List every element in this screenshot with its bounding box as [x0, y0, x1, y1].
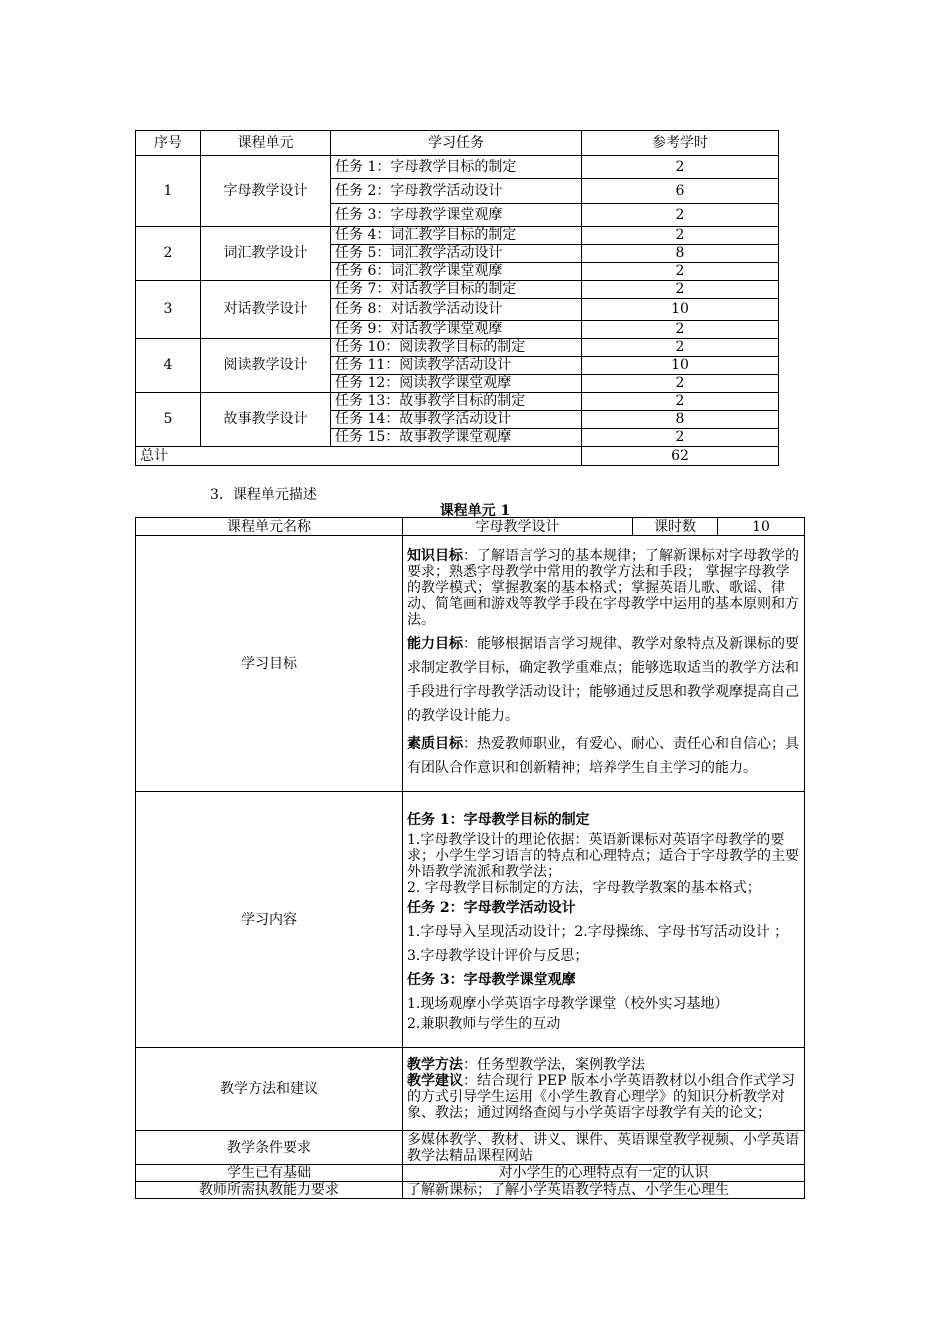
unit-no: 5	[136, 393, 201, 447]
hours-cell: 10	[582, 357, 779, 375]
unit-name: 故事教学设计	[201, 393, 331, 447]
task-cell: 任务 8：对话教学活动设计	[331, 299, 582, 321]
task-cell: 任务 4：词汇教学目标的制定	[331, 227, 582, 245]
hours-cell: 6	[582, 179, 779, 204]
total-label: 总计	[136, 447, 582, 466]
task-cell: 任务 14：故事教学活动设计	[331, 411, 582, 429]
quality-goal	[407, 732, 800, 780]
hours-cell: 2	[582, 204, 779, 227]
hours-cell: 2	[582, 393, 779, 411]
method-text: ：任务型教学法，案例教学法	[463, 1057, 645, 1073]
goals-content	[403, 536, 805, 792]
hours-cell: 2	[582, 429, 779, 447]
unit-no: 2	[136, 227, 201, 281]
task3-item1: 1.现场观摩小学英语字母教学课堂（校外实习基地）	[407, 995, 729, 1012]
ability-goal	[407, 632, 800, 728]
task-cell: 任务 6：词汇教学课堂观摩	[331, 263, 582, 281]
basis-row	[136, 1165, 805, 1182]
knowledge-goal-text: ：了解语言学习的基本规律；了解新课标对字母教学的要求；熟悉字母教学中常用的教学方法和手段； 掌握字母教学的教学模式；掌握教案的基本格式；掌握英语儿歌、歌谣、律动、简笔画和游戏等教学手段在字母教学中运用的基本原则和方法。	[407, 547, 799, 628]
hours-cell: 2	[582, 339, 779, 357]
task-cell: 任务 11：阅读教学活动设计	[331, 357, 582, 375]
task-cell: 任务 9：对话教学课堂观摩	[331, 321, 582, 339]
task-cell: 任务 10：阅读教学目标的制定	[331, 339, 582, 357]
task3-title: 任务 3：字母教学课堂观摩	[407, 971, 576, 988]
task-cell: 任务 2：字母教学活动设计	[331, 179, 582, 204]
condition-text: 多媒体教学、教材、讲义、课件、英语课堂教学视频、小学英语教学法精品课程网站	[403, 1131, 805, 1165]
task-cell: 任务 1：字母教学目标的制定	[331, 156, 582, 179]
teacher-label: 教师所需执教能力要求	[136, 1182, 403, 1199]
task2-text: 1.字母导入呈现活动设计；2.字母操练、字母书写活动设计 ；3.字母教学设计评价与反思；	[407, 923, 789, 964]
hours-label: 课时数	[633, 518, 718, 536]
hours-cell: 2	[582, 321, 779, 339]
task3-item2: 2.兼职教师与学生的互动	[407, 1015, 561, 1032]
quality-goal-title: 素质目标	[407, 735, 463, 752]
unit-no: 3	[136, 281, 201, 339]
hours-cell: 2	[582, 375, 779, 393]
schedule-table	[135, 130, 779, 466]
teacher-text: 了解新课标；了解小学英语教学特点、小学生心理生	[403, 1182, 805, 1199]
unit-name: 阅读教学设计	[201, 339, 331, 393]
basis-label: 学生已有基础	[136, 1165, 403, 1182]
task2-title: 任务 2：字母教学活动设计	[407, 899, 576, 916]
table-row	[136, 339, 779, 357]
hours-value: 10	[718, 518, 805, 536]
teacher-row	[136, 1182, 805, 1199]
hours-cell: 2	[582, 263, 779, 281]
method-cell	[403, 1048, 805, 1131]
unit-name: 对话教学设计	[201, 281, 331, 339]
unit-name-label: 课程单元名称	[136, 518, 403, 536]
ability-goal-text: ：能够根据语言学习规律、教学对象特点及新课标的要求制定教学目标，确定教学重难点；能够选取适当的教学方法和手段进行字母教学活动设计；能够通过反思和教学观摩提高自己的教学设计能力。	[407, 635, 799, 724]
unit-no: 4	[136, 339, 201, 393]
hours-cell: 2	[582, 227, 779, 245]
unit-name: 字母教学设计	[201, 156, 331, 227]
method-line	[407, 1057, 800, 1073]
header-no: 序号	[136, 131, 201, 156]
unit-description-table	[135, 517, 805, 1199]
hours-cell: 8	[582, 411, 779, 429]
unit-name-value: 字母教学设计	[403, 518, 633, 536]
task1-item1: 1.字母教学设计的理论依据：英语新课标对英语字母教学的要求；小学生学习语言的特点和心理特点；适合于字母教学的主要外语教学流派和教学法；	[407, 831, 799, 880]
condition-row	[136, 1131, 805, 1165]
hours-cell: 2	[582, 281, 779, 299]
hours-cell: 10	[582, 299, 779, 321]
condition-label: 教学条件要求	[136, 1131, 403, 1165]
total-hours: 62	[582, 447, 779, 466]
hours-cell: 2	[582, 156, 779, 179]
task-cell: 任务 3：字母教学课堂观摩	[331, 204, 582, 227]
total-row	[136, 447, 779, 466]
advice-title: 教学建议	[407, 1073, 463, 1089]
goals-label: 学习目标	[136, 536, 403, 792]
task1-title: 任务 1：字母教学目标的制定	[407, 811, 590, 828]
method-label: 教学方法和建议	[136, 1048, 403, 1131]
task-cell: 任务 7：对话教学目标的制定	[331, 281, 582, 299]
schedule-header-row	[136, 131, 779, 156]
table-row	[136, 281, 779, 299]
knowledge-goal-title: 知识目标	[407, 547, 463, 564]
goals-row	[136, 536, 805, 792]
unit-name: 词汇教学设计	[201, 227, 331, 281]
unit-no: 1	[136, 156, 201, 227]
method-row	[136, 1048, 805, 1131]
content-cell	[403, 792, 805, 1048]
advice-text: ：结合现行 PEP 版本小学英语教材以小组合作式学习的方式引导学生运用《小学生教育心理学》的知识分析教学对象、教法；通过网络查阅与小学英语字母教学有关的论文；	[407, 1073, 795, 1121]
table-row	[136, 156, 779, 179]
quality-goal-text: ：热爱教师职业，有爱心、耐心、责任心和自信心；具有团队合作意识和创新精神；培养学生自主学习的能力。	[407, 735, 799, 776]
hours-cell: 8	[582, 245, 779, 263]
table-row	[136, 393, 779, 411]
unit-name-row	[136, 518, 805, 536]
table-row	[136, 227, 779, 245]
task-cell: 任务 12：阅读教学课堂观摩	[331, 375, 582, 393]
task-cell: 任务 13：故事教学目标的制定	[331, 393, 582, 411]
task-cell: 任务 15：故事教学课堂观摩	[331, 429, 582, 447]
header-task: 学习任务	[331, 131, 582, 156]
task1-item2: 2. 字母教学目标制定的方法，字母教学教案的基本格式；	[407, 879, 761, 896]
method-title: 教学方法	[407, 1057, 463, 1073]
header-hours: 参考学时	[582, 131, 779, 156]
content-row	[136, 792, 805, 1048]
basis-text: 对小学生的心理特点有一定的认识	[403, 1165, 805, 1182]
header-unit: 课程单元	[201, 131, 331, 156]
task-cell: 任务 5：词汇教学活动设计	[331, 245, 582, 263]
ability-goal-title: 能力目标	[407, 635, 463, 652]
advice-line	[407, 1073, 800, 1121]
section-heading: 3．课程单元描述	[210, 487, 317, 503]
unit-caption: 课程单元 1	[439, 503, 511, 519]
knowledge-goal	[407, 548, 800, 628]
content-label: 学习内容	[136, 792, 403, 1048]
